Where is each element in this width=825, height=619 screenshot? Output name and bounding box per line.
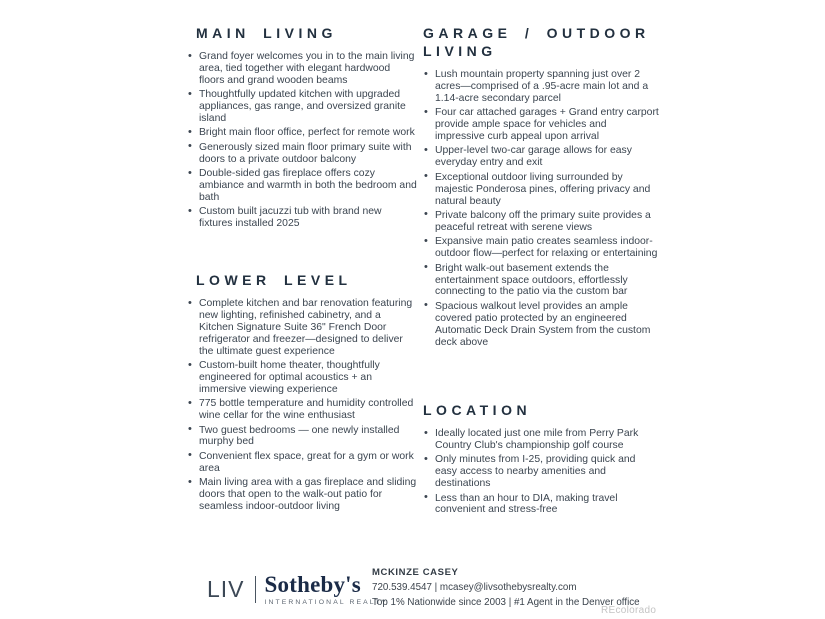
- footer: [0, 563, 825, 619]
- bullet-item: • Spacious walkout level provides an ample covered patio protected by an engineered Automatic Deck Drain System from the custom deck above: [423, 301, 659, 349]
- bullet-item: • Custom-built home theater, thoughtfully engineered for optimal acoustics + an immersive viewing experience: [187, 360, 417, 396]
- international-realty-text: INTERNATIONAL REALTY: [264, 599, 388, 606]
- bullet-item: • Exceptional outdoor living surrounded by majestic Ponderosa pines, offering privacy and natural beauty: [423, 172, 659, 208]
- bullet-item: • Lush mountain property spanning just over 2 acres—comprised of a .95-acre main lot and a 1.14-acre secondary parcel: [423, 69, 659, 105]
- bullet-item: • Bright main floor office, perfect for remote work: [187, 127, 417, 139]
- agent-info: [372, 567, 640, 611]
- section-title-main-living: MAIN LIVING: [196, 25, 337, 41]
- bullet-item: • Generously sized main floor primary suite with doors to a private outdoor balcony: [187, 142, 417, 166]
- bullet-item: • Bright walk-out basement extends the entertainment space outdoors, effortlessly connecting to the patio via the custom bar: [423, 263, 659, 299]
- bullet-list-garage-outdoor-living: [423, 69, 659, 348]
- bullet-item: • Less than an hour to DIA, making travel convenient and stress-free: [423, 493, 659, 517]
- bullet-item: • Only minutes from I-25, providing quick and easy access to nearby amenities and destinations: [423, 454, 659, 490]
- section-title-location: LOCATION: [423, 402, 532, 418]
- bullet-item: • Thoughtfully updated kitchen with upgraded appliances, gas range, and oversized granite island: [187, 89, 417, 125]
- agent-contact: 720.539.4547 | mcasey@livsothebysrealty.com: [372, 582, 577, 593]
- section-title-garage-outdoor-living: GARAGE / OUTDOOR LIVING: [423, 25, 650, 59]
- bullet-item: • 775 bottle temperature and humidity controlled wine cellar for the wine enthusiast: [187, 398, 417, 422]
- bullet-item: • Complete kitchen and bar renovation featuring new lighting, refinished cabinetry, and a Kitchen Signature Suite 36" French Door refrigerator and freezer—designed to deliver the ultimate guest experience: [187, 298, 417, 358]
- bullet-item: • Expansive main patio creates seamless indoor-outdoor flow—perfect for relaxing or entertaining: [423, 236, 659, 260]
- bullet-item: • Main living area with a gas fireplace and sliding doors that open to the walk-out patio for seamless indoor-outdoor living: [187, 477, 417, 513]
- logo-divider: [255, 576, 256, 603]
- bullet-item: • Grand foyer welcomes you in to the main living area, tied together with elegant hardwood floors and grand wooden beams: [187, 51, 417, 87]
- section-location: [423, 401, 659, 519]
- section-garage-outdoor-living: [423, 24, 659, 351]
- section-main-living: [187, 24, 417, 233]
- bullet-item: • Custom built jacuzzi tub with brand new fixtures installed 2025: [187, 206, 417, 230]
- sothebys-logo-text: Sotheby's: [264, 572, 361, 597]
- recolorado-watermark: REcolorado: [601, 605, 657, 616]
- bullet-item: • Two guest bedrooms — one newly installed murphy bed: [187, 425, 417, 449]
- bullet-list-main-living: [187, 51, 417, 230]
- agent-name: MCKINZE CASEY: [372, 567, 459, 578]
- liv-sothebys-logo: [207, 573, 388, 606]
- bullet-item: • Ideally located just one mile from Perry Park Country Club's championship golf course: [423, 428, 659, 452]
- liv-logo-text: LIV: [207, 576, 245, 602]
- bullet-item: • Upper-level two-car garage allows for easy everyday entry and exit: [423, 145, 659, 169]
- bullet-item: • Double-sided gas fireplace offers cozy ambiance and warmth in both the bedroom and bath: [187, 168, 417, 204]
- bullet-list-lower-level: [187, 298, 417, 513]
- sothebys-brand-block: [265, 573, 388, 606]
- agent-tagline: Top 1% Nationwide since 2003 | #1 Agent in the Denver office: [372, 596, 640, 608]
- bullet-list-location: [423, 428, 659, 516]
- bullet-item: • Four car attached garages + Grand entry carport provide ample space for vehicles and impressive curb appeal upon arrival: [423, 107, 659, 143]
- section-lower-level: [187, 271, 417, 515]
- bullet-item: • Private balcony off the primary suite provides a peaceful retreat with serene views: [423, 210, 659, 234]
- bullet-item: • Convenient flex space, great for a gym or work area: [187, 451, 417, 475]
- section-title-lower-level: LOWER LEVEL: [196, 272, 352, 288]
